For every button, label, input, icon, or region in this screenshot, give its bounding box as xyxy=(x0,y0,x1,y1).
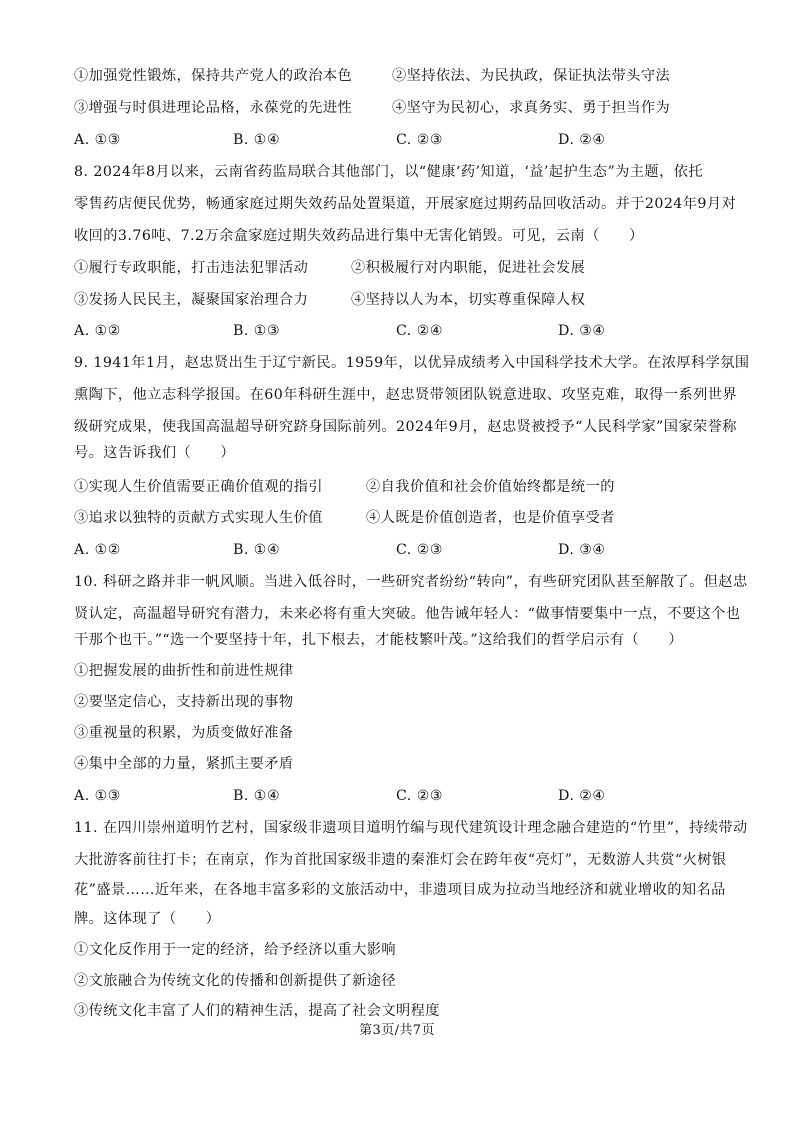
q9-option-d: D. ③④ xyxy=(558,542,606,558)
q9-stem-line-3: 级研究成果，使我国高温超导研究跻身国际前列。2024年9月，赵忠贤被授予“人民科学家”国家荣誉称 xyxy=(74,419,737,435)
q10-statement-3: ③重视量的积累，为质变做好准备 xyxy=(74,725,294,741)
q8-statement-3: ③发扬人民民主，凝聚国家治理合力 xyxy=(74,292,309,308)
q7-option-d: D. ②④ xyxy=(558,132,606,148)
q8-stem-line-1: 8. 2024年8月以来，云南省药监局联合其他部门，以“健康‘药’知道，‘益’起护生态”为主题，依托 xyxy=(74,164,703,180)
q9-stem-line-4: 号。这告诉我们（ ） xyxy=(74,445,236,461)
q8-stem-line-3: 收回的3.76吨、7.2万余盒家庭过期失效药品进行集中无害化销毁。可见，云南（ ） xyxy=(74,228,644,244)
q8-stem-line-2: 零售药店便民优势，畅通家庭过期失效药品处置渠道，开展家庭过期药品回收活动。并于2024年9月对 xyxy=(74,196,737,212)
q8-option-b: B. ①③ xyxy=(233,323,281,339)
q7-option-c: C. ②③ xyxy=(396,132,444,148)
q9-statement-1: ①实现人生价值需要正确价值观的指引 xyxy=(74,479,323,495)
q9-option-b: B. ①④ xyxy=(233,542,281,558)
q9-stem-line-2: 熏陶下，他立志科学报国。在60年科研生涯中，赵忠贤带领团队锐意进取、攻坚克难，取得一系列世界 xyxy=(74,387,738,403)
q10-option-a: A. ①③ xyxy=(74,788,121,804)
q10-option-c: C. ②③ xyxy=(396,788,444,804)
q11-stem-line-3: 花”盛景……近年来，在各地丰富多彩的文旅活动中，非遗项目成为拉动当地经济和就业增收的知名品 xyxy=(74,882,726,898)
q7-statement-2: ②坚持依法、为民执政，保证执法带头守法 xyxy=(392,68,671,84)
q11-statement-2: ②文旅融合为传统文化的传播和创新提供了新途径 xyxy=(74,973,397,989)
q7-option-b: B. ①④ xyxy=(233,132,281,148)
q11-stem-line-1: 11. 在四川崇州道明竹艺村，国家级非遗项目道明竹编与现代建筑设计理念融合建造的“竹里”，持续带动 xyxy=(74,820,748,836)
q8-option-a: A. ①② xyxy=(74,323,121,339)
q11-stem-line-4: 牌。这体现了（ ） xyxy=(74,911,221,927)
q11-stem-line-2: 大批游客前往打卡；在南京，作为首批国家级非遗的秦淮灯会在跨年夜“亮灯”，无数游人共赏“火树银 xyxy=(74,852,727,868)
q10-statement-1: ①把握发展的曲折性和前进性规律 xyxy=(74,663,294,679)
q8-statement-4: ④坚持以人为本，切实尊重保障人权 xyxy=(351,292,586,308)
q9-option-a: A. ①② xyxy=(74,542,121,558)
q9-stem-line-1: 9. 1941年1月，赵忠贤出生于辽宁新民。1959年，以优异成绩考入中国科学技术大学。在浓厚科学氛围 xyxy=(74,355,750,371)
q10-statement-2: ②要坚定信心，支持新出现的事物 xyxy=(74,694,294,710)
q7-statement-1: ①加强党性锻炼，保持共产党人的政治本色 xyxy=(74,68,353,84)
q11-statement-3: ③传统文化丰富了人们的精神生活，提高了社会文明程度 xyxy=(74,1003,440,1019)
q10-option-b: B. ①④ xyxy=(233,788,281,804)
q8-statement-2: ②积极履行对内职能，促进社会发展 xyxy=(351,260,586,276)
q7-option-a: A. ①③ xyxy=(74,132,121,148)
q8-statement-1: ①履行专政职能，打击违法犯罪活动 xyxy=(74,260,309,276)
page-footer: 第3页/共7页 xyxy=(359,1023,435,1038)
q8-option-c: C. ②④ xyxy=(396,323,444,339)
q11-statement-1: ①文化反作用于一定的经济，给予经济以重大影响 xyxy=(74,942,397,958)
q9-statement-4: ④人既是价值创造者，也是价值享受者 xyxy=(366,510,615,526)
q9-option-c: C. ②③ xyxy=(396,542,444,558)
q9-statement-2: ②自我价值和社会价值始终都是统一的 xyxy=(366,479,615,495)
q7-statement-3: ③增强与时俱进理论品格，永葆党的先进性 xyxy=(74,100,353,116)
q7-statement-4: ④坚守为民初心，求真务实、勇于担当作为 xyxy=(392,100,671,116)
q10-stem-line-3: 干那个也干。”“选一个要坚持十年，扎下根去，才能枝繁叶茂。”这给我们的哲学启示有（ ） xyxy=(74,632,684,648)
q8-option-d: D. ③④ xyxy=(558,323,606,339)
q9-statement-3: ③追求以独特的贡献方式实现人生价值 xyxy=(74,510,323,526)
q10-option-d: D. ②④ xyxy=(558,788,606,804)
q10-statement-4: ④集中全部的力量，紧抓主要矛盾 xyxy=(74,756,294,772)
q10-stem-line-2: 贤认定，高温超导研究有潜力，未来必将有重大突破。他告诫年轻人：“做事情要集中一点，不要这个也 xyxy=(74,606,741,622)
q10-stem-line-1: 10. 科研之路并非一帆风顺。当进入低谷时，一些研究者纷纷“转向”，有些研究团队甚至解散了。但赵忠 xyxy=(74,574,748,590)
